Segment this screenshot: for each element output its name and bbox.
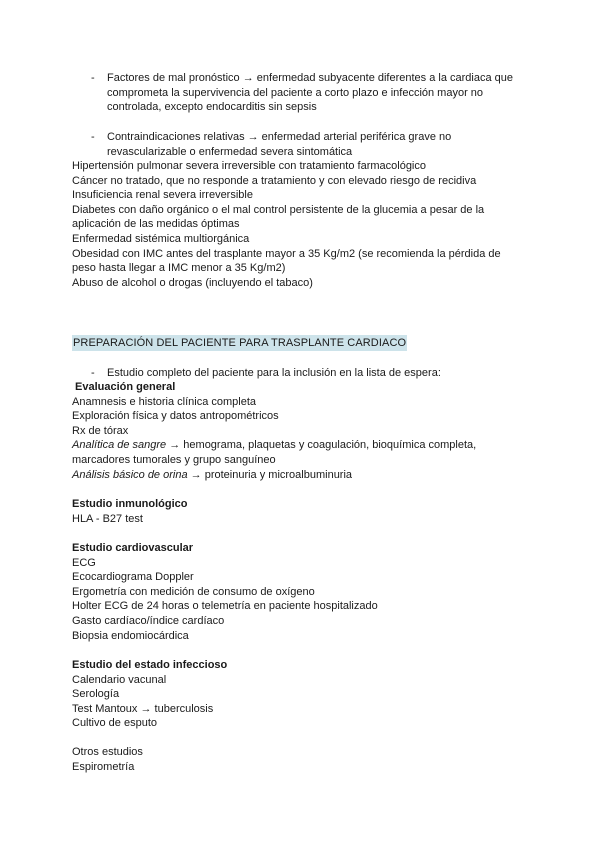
orina-label: Análisis básico de orina bbox=[72, 468, 188, 481]
list-item: Biopsia endomiocárdica bbox=[72, 629, 189, 642]
section-title: Estudio cardiovascular bbox=[72, 542, 194, 554]
list-item: Holter ECG de 24 horas o telemetría en paciente hospitalizado bbox=[72, 600, 378, 613]
list-item: Diabetes con daño orgánico o el mal control persistente de la glucemia a pesar de la aplicación de las medidas óptimas bbox=[72, 203, 485, 231]
bullet-dash: - bbox=[91, 72, 95, 84]
bullet-dash: - bbox=[91, 131, 95, 143]
section-title: Estudio del estado infeccioso bbox=[72, 659, 228, 671]
list-item: Ecocardiograma Doppler bbox=[72, 571, 194, 584]
bullet-dash: - bbox=[91, 367, 95, 379]
list-item: HLA - B27 test bbox=[72, 512, 143, 525]
list-item: Espirometría bbox=[72, 760, 135, 773]
list-item: Exploración física y datos antropométricos bbox=[72, 410, 279, 423]
list-item: Enfermedad sistémica multiorgánica bbox=[72, 232, 250, 245]
section-title: Evaluación general bbox=[75, 381, 176, 393]
cardiovascular-study bbox=[72, 541, 512, 643]
list-item: Cáncer no tratado, que no responde a tratamiento y con elevado riesgo de recidiva bbox=[72, 174, 477, 187]
orina-text: → proteinuria y microalbuminuria bbox=[190, 468, 353, 481]
list-item: Rx de tórax bbox=[72, 424, 129, 437]
list-item: Hipertensión pulmonar severa irreversible con tratamiento farmacológico bbox=[72, 160, 426, 172]
section-title: Estudio inmunológico bbox=[72, 498, 188, 510]
list-item: Insuficiencia renal severa irreversible bbox=[72, 189, 253, 202]
list-item: Anamnesis e historia clínica completa bbox=[72, 395, 257, 408]
list-item: Test Mantoux → tuberculosis bbox=[72, 702, 214, 715]
immunology-study bbox=[72, 497, 512, 526]
list-item: Abuso de alcohol o drogas (incluyendo el tabaco) bbox=[72, 276, 313, 289]
infectious-study bbox=[72, 658, 512, 731]
general-evaluation bbox=[72, 380, 512, 482]
list-item: Ergometría con medición de consumo de oxígeno bbox=[72, 585, 315, 598]
list-item: Calendario vacunal bbox=[72, 673, 167, 686]
list-item: Obesidad con IMC antes del trasplante mayor a 35 Kg/m2 (se recomienda la pérdida de peso hasta llegar a IMC menor a 35 Kg/m2) bbox=[72, 247, 501, 275]
analitica-label: Analítica de sangre bbox=[72, 439, 167, 452]
bullet-text: Factores de mal pronóstico → enfermedad subyacente diferentes a la cardiaca que comprometa la supervivencia del paciente a corto plazo e infección mayor no controlada, excepto endocarditis sin sepsis bbox=[107, 72, 514, 114]
analitica-text: → hemograma, plaquetas y coagulación, bioquímica completa, marcadores tumorales y grupo sanguíneo bbox=[72, 439, 477, 466]
section-heading: PREPARACIÓN DEL PACIENTE PARA TRASPLANTE CARDIACO bbox=[73, 337, 407, 349]
list-item: Serología bbox=[72, 688, 120, 701]
section-title: Otros estudios bbox=[72, 746, 143, 758]
list-item-orina bbox=[72, 468, 512, 483]
list-item-analitica bbox=[72, 438, 492, 467]
list-item: Cultivo de esputo bbox=[72, 717, 157, 730]
bullet-text: Estudio completo del paciente para la inclusión en la lista de espera: bbox=[107, 367, 441, 379]
bullet-text: Contraindicaciones relativas → enfermedad arterial periférica grave no revascularizable o enfermedad severa sintomática bbox=[107, 131, 452, 158]
other-studies bbox=[72, 745, 512, 774]
contraindications-list bbox=[72, 159, 512, 290]
list-item: ECG bbox=[72, 556, 96, 569]
list-item: Gasto cardíaco/índice cardíaco bbox=[72, 614, 225, 627]
